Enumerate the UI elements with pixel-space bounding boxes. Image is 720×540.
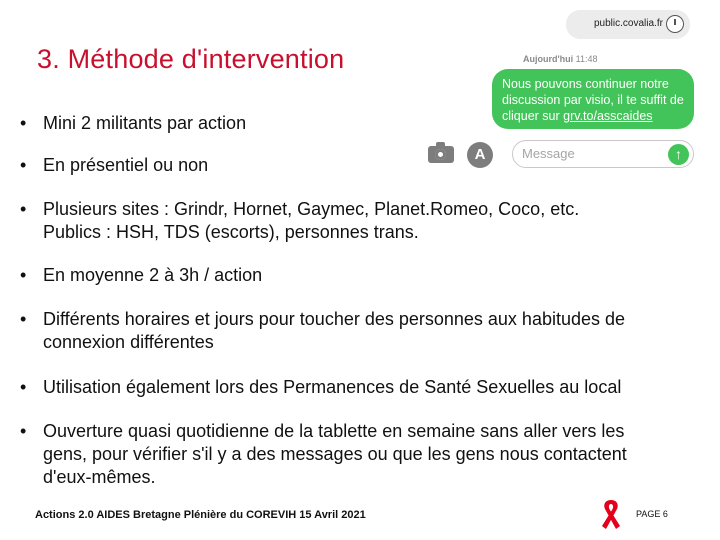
bullet-marker: •	[20, 199, 27, 219]
bullet-text: Mini 2 militants par action	[43, 113, 247, 133]
bullet-text: Différents horaires et jours pour toucher des personnes aux habitudes de connexion différentes	[43, 309, 626, 352]
bullet-text: En moyenne 2 à 3h / action	[43, 265, 263, 285]
red-ribbon-icon	[598, 498, 624, 532]
bullet-item	[18, 376, 621, 399]
bullet-marker: •	[20, 113, 27, 133]
bullet-item	[18, 112, 246, 135]
message-text: Nous pouvons continuer notre discussion par visio, il te suffit de cliquer sur	[502, 77, 684, 123]
bullet-text: Ouverture quasi quotidienne de la tablette en semaine sans aller vers les gens, pour vérifier s'il y a des messages ou que les gens nous contactent d'eux-mêmes.	[43, 421, 627, 487]
bullet-text: Plusieurs sites : Grindr, Hornet, Gaymec, Planet.Romeo, Coco, etc. Publics : HSH, TDS (escorts), personnes trans.	[43, 199, 580, 242]
bullet-marker: •	[20, 155, 27, 175]
bullet-marker: •	[20, 421, 27, 441]
bullet-marker: •	[20, 265, 27, 285]
bullet-item	[18, 198, 579, 244]
message-input[interactable]: Message	[512, 140, 694, 168]
message-link[interactable]: grv.to/asscaides	[563, 109, 653, 123]
timestamp-label: Aujourd'hui	[523, 54, 574, 64]
url-bar[interactable]: public.covalia.fr	[566, 10, 690, 39]
page-title: 3. Méthode d'intervention	[37, 44, 345, 74]
message-bubble	[492, 69, 694, 129]
bullet-item	[18, 154, 208, 177]
send-button[interactable]: ↑	[668, 144, 689, 165]
camera-icon[interactable]	[428, 146, 454, 163]
bullet-item	[18, 264, 262, 287]
bullet-marker: •	[20, 309, 27, 329]
timestamp-value: 11:48	[575, 54, 598, 64]
page-number: PAGE 6	[636, 509, 668, 519]
clock-icon	[666, 15, 684, 33]
bullet-item	[18, 420, 627, 489]
bullet-text: Utilisation également lors des Permanences de Santé Sexuelles au local	[43, 377, 622, 397]
bullet-text: En présentiel ou non	[43, 155, 209, 175]
message-timestamp	[523, 54, 598, 64]
bullet-marker: •	[20, 377, 27, 397]
footer-text: Actions 2.0 AIDES Bretagne Plénière du COREVIH 15 Avril 2021	[35, 509, 366, 521]
appstore-icon[interactable]: A	[467, 142, 493, 168]
bullet-item	[18, 308, 625, 354]
